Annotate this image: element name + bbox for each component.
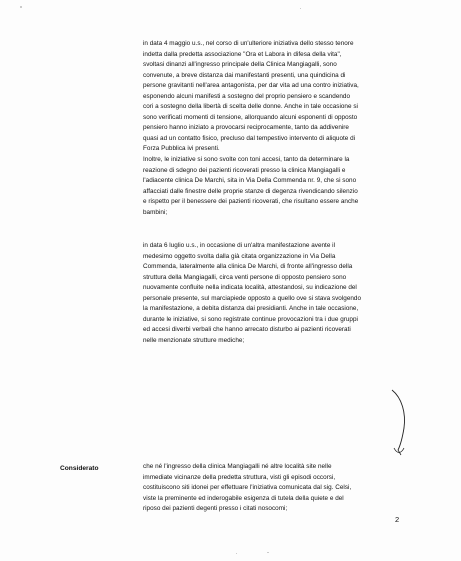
text-line: nuovamente confluite nella indicata località, attestandosi, su indicazione del xyxy=(143,284,357,292)
text-line: pensiero hanno iniziato a provocarsi reciprocamente, tanto da addivenire xyxy=(143,124,349,132)
paragraph-considerato xyxy=(143,462,387,515)
paragraph-may-event xyxy=(143,39,387,218)
text-line: in data 4 maggio u.s., nel corso di un'ulteriore iniziativa dello stesso tenore xyxy=(143,40,354,47)
scan-speck xyxy=(267,552,269,553)
text-line: riposo dei pazienti degenti presso i citati nosocomi; xyxy=(143,505,288,513)
text-line: reazione di sdegno dei pazienti ricoverati presso la clinica Mangiagalli e xyxy=(143,166,346,174)
text-line: in data 6 luglio u.s., in occasione di un'altra manifestazione avente il xyxy=(143,242,336,249)
text-line: personale presente, sul marciapiede opposto a quello ove si stava svolgendo xyxy=(143,294,362,302)
text-line: nelle menzionate strutture mediche; xyxy=(143,336,245,344)
text-line: quasi ad un contatto fisico, precluso dal tempestivo intervento di aliquote di xyxy=(143,134,356,142)
text-line: ed accesi diverbi verbali che hanno arrecato disturbo ai pazienti ricoverati xyxy=(143,326,351,334)
text-line: bambini; xyxy=(143,208,168,216)
text-line: svoltasi dinanzi all'ingresso principale della Clinica Mangiagalli, sono xyxy=(143,61,337,69)
text-line: che né l'ingresso della clinica Mangiagalli né altre località site nelle xyxy=(143,463,332,470)
paragraph-july-event xyxy=(143,241,387,346)
text-line: durante le iniziative, si sono registrate continue provocazioni tra i due gruppi xyxy=(143,315,358,323)
text-line: costituiscono siti idonei per effettuare l'iniziativa comunicata dal sig. Celsi, xyxy=(143,484,352,492)
page-number: 2 xyxy=(395,515,400,524)
text-line: struttura della Mangiagalli, circa venti persone di opposto pensiero sono xyxy=(143,273,347,281)
text-line: medesimo oggetto svolta dalla già citata organizzazione in Via Della xyxy=(143,252,336,260)
text-line: convenute, a breve distanza dai manifestanti presenti, una quindicina di xyxy=(143,71,346,79)
scan-speck xyxy=(236,553,237,554)
scan-speck xyxy=(20,6,22,8)
text-line: esponendo alcuni manifesti a sostegno del proprio pensiero e scandendo xyxy=(143,92,351,100)
text-line: Commenda, lateralmente alla clinica De Marchi, di fronte all'ingresso della xyxy=(143,263,353,271)
text-line: Inoltre, le iniziative si sono svolte con toni accesi, tanto da determinare la xyxy=(143,156,350,164)
handwritten-bracket-mark xyxy=(388,388,414,458)
text-line: affacciati dalle finestre delle proprie stanze di degenza rivendicando silenzio xyxy=(143,187,358,195)
text-line: l'adiacente clinica De Marchi, sita in Via Della Commenda nr. 9, che si sono xyxy=(143,177,357,185)
text-line: sono verificati momenti di tensione, allorquando alcuni esponenti di opposto xyxy=(143,113,358,121)
text-line: la manifestazione, a debita distanza dai presidianti. Anche in tale occasione, xyxy=(143,305,359,313)
text-line: cori a sostegno della libertà di scelta delle donne. Anche in tale occasione si xyxy=(143,103,358,111)
text-line: persone gravitanti nell'area antagonista, per dar vita ad una contro iniziativa, xyxy=(143,82,359,90)
text-line: immediate vicinanze della predetta struttura, visti gli episodi occorsi, xyxy=(143,473,336,481)
considerato-label: Considerato xyxy=(60,465,99,472)
text-line: Forza Pubblica ivi presenti. xyxy=(143,145,220,153)
scan-speck xyxy=(300,8,301,9)
text-line: indetta dalla predetta associazione "Ora et Labora in difesa della vita", xyxy=(143,50,342,58)
text-line: viste la preminente ed inderogabile esigenza di tutela della quiete e del xyxy=(143,494,344,502)
text-line: e rispetto per il benessere dei pazienti ricoverati, che risultano essere anche xyxy=(143,198,359,206)
